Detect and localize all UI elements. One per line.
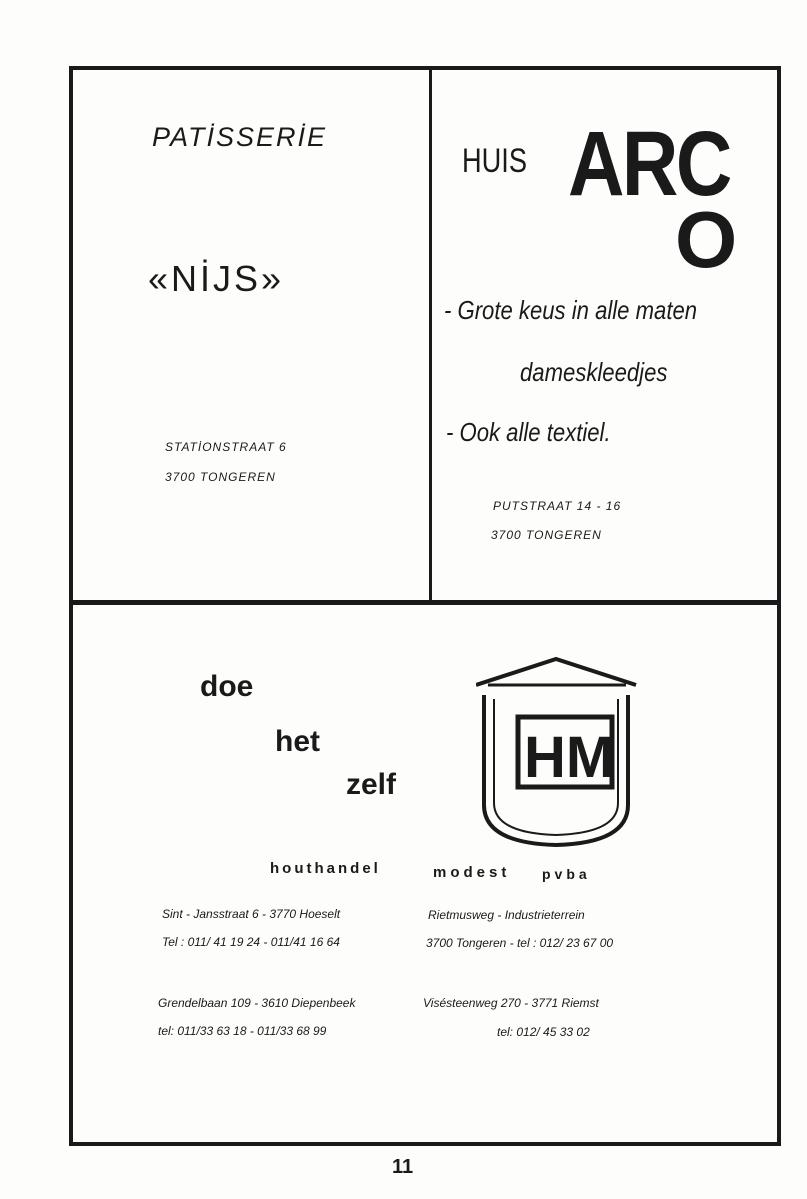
branch-1-phone: Tel : 011/ 41 19 24 - 011/41 16 64 [162, 935, 340, 949]
nijs-title: PATİSSERİE [152, 122, 328, 152]
arco-line-2: dameskleedjes [520, 357, 668, 387]
firm-name-1: houthandel [270, 860, 381, 877]
firm-name-3: pvba [542, 866, 591, 882]
branch-4-phone: tel: 012/ 45 33 02 [497, 1025, 590, 1039]
arco-line-3: - Ook alle textiel. [446, 417, 611, 447]
branch-1-address: Sint - Jansstraat 6 - 3770 Hoeselt [162, 907, 341, 921]
slogan-zelf: zelf [346, 768, 397, 801]
arco-city: 3700 TONGEREN [491, 528, 602, 542]
page-number: 11 [392, 1156, 414, 1178]
nijs-street: STATİONSTRAAT 6 [165, 440, 287, 454]
horizontal-divider [71, 600, 779, 605]
branch-2-address: Rietmusweg - Industrieterrein [428, 908, 585, 922]
nijs-city: 3700 TONGEREN [165, 470, 276, 484]
firm-name-2: modest [433, 864, 511, 881]
branch-4-address: Visésteenweg 270 - 3771 Riemst [423, 996, 599, 1010]
arco-name-top: ARC [568, 113, 730, 215]
arco-prefix: HUIS [462, 142, 527, 180]
branch-3-phone: tel: 011/33 63 18 - 011/33 68 99 [158, 1024, 327, 1038]
hm-logo [476, 655, 646, 855]
arco-line-1: - Grote keus in alle maten [444, 295, 698, 325]
branch-2-phone: 3700 Tongeren - tel : 012/ 23 67 00 [426, 936, 614, 950]
hm-logo-text: HM [524, 725, 615, 790]
slogan-het: het [275, 725, 320, 758]
arco-street: PUTSTRAAT 14 - 16 [493, 499, 622, 513]
nijs-name: «NİJS» [148, 258, 285, 299]
slogan-doe: doe [200, 670, 254, 703]
arco-name-bottom: O [675, 195, 738, 284]
vertical-divider [429, 68, 432, 603]
branch-3-address: Grendelbaan 109 - 3610 Diepenbeek [158, 996, 356, 1010]
